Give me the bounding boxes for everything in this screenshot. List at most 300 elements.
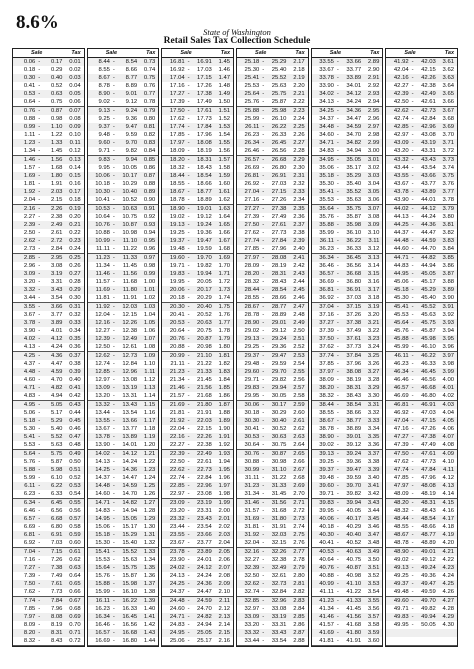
table-row — [13, 637, 84, 646]
table-row — [386, 392, 457, 401]
range-dash: - — [262, 598, 265, 604]
table-row — [237, 433, 308, 441]
table-row — [312, 580, 383, 588]
sale-range — [162, 524, 211, 530]
sale-from: 35.53 — [319, 197, 334, 203]
table-row — [312, 539, 383, 548]
table-row — [88, 303, 159, 311]
range-dash: - — [38, 549, 41, 555]
range-dash: - — [411, 99, 414, 105]
sale-range — [162, 638, 211, 644]
range-dash: - — [38, 557, 41, 563]
sale-range — [13, 385, 62, 391]
range-dash: - — [336, 638, 339, 644]
sale-range — [386, 353, 435, 359]
table-row — [162, 466, 233, 474]
sale-to: 7.38 — [50, 565, 63, 571]
range-dash: - — [411, 361, 414, 367]
sale-range — [162, 295, 211, 301]
range-dash: - — [38, 483, 41, 489]
sale-range — [13, 508, 62, 514]
sale-from: 8.55 — [98, 67, 110, 73]
rows — [386, 58, 457, 646]
sale-range — [237, 614, 286, 620]
table-row — [88, 368, 159, 376]
sale-range — [237, 189, 286, 195]
table-row — [237, 588, 308, 597]
sale-to: 2.26 — [50, 206, 63, 212]
sale-from: 5.76 — [23, 459, 36, 465]
table-row — [386, 539, 457, 548]
table-row — [312, 352, 383, 360]
range-dash: - — [336, 622, 339, 628]
range-dash: - — [187, 279, 190, 285]
table-row — [88, 147, 159, 156]
sale-from: 8.90 — [98, 91, 110, 97]
tax-amount: 2.69 — [293, 483, 305, 489]
table-row — [13, 335, 84, 343]
tax-amount: 4.21 — [442, 549, 455, 555]
sale-from: 7.27 — [23, 565, 36, 571]
sale-from: 29.13 — [244, 336, 260, 342]
table-row — [162, 286, 233, 294]
tax-amount: 3.90 — [442, 295, 455, 301]
tax-amount: 1.47 — [218, 75, 230, 81]
sale-from: 18.78 — [169, 197, 185, 203]
range-dash: - — [38, 402, 41, 408]
table-row — [237, 523, 308, 531]
tax-amount: 3.28 — [367, 377, 380, 383]
sale-range — [312, 295, 361, 301]
sale-range — [312, 116, 361, 122]
sale-range — [88, 402, 137, 408]
sale-range — [386, 557, 435, 563]
sale-from: 16.34 — [95, 614, 110, 620]
tax-amount: 2.18 — [293, 67, 305, 73]
sale-from: 33.20 — [244, 622, 260, 628]
sale-range — [88, 197, 137, 203]
sale-from: 15.41 — [95, 549, 110, 555]
sale-from: 8.44 — [98, 59, 110, 65]
range-dash: - — [336, 426, 339, 432]
range-dash: - — [262, 385, 265, 391]
sale-from: 5.99 — [23, 475, 36, 481]
column-header — [237, 49, 308, 58]
sale-to: 27.61 — [271, 222, 287, 228]
sale-from: 16.23 — [95, 606, 110, 612]
tax-amount: 1.56 — [218, 148, 230, 154]
sale-to: 4.24 — [50, 344, 63, 350]
tax-amount: 4.18 — [442, 524, 455, 530]
sale-to: 21.91 — [197, 410, 212, 416]
range-dash: - — [411, 565, 414, 571]
sale-from: 26.11 — [244, 124, 260, 130]
sale-from: 49.60 — [393, 598, 409, 604]
sale-range — [13, 426, 62, 432]
sale-range — [237, 598, 286, 604]
range-dash: - — [262, 287, 265, 293]
sale-to: 47.38 — [421, 434, 436, 440]
range-dash: - — [336, 320, 339, 326]
sale-range — [312, 320, 361, 326]
table-row — [312, 115, 383, 123]
table-row — [237, 613, 308, 621]
range-dash: - — [336, 377, 339, 383]
range-dash: - — [187, 140, 190, 146]
sale-from: 49.02 — [393, 557, 409, 563]
tax-amount: 3.69 — [442, 124, 455, 130]
sale-to: 47.26 — [421, 426, 436, 432]
range-dash: - — [112, 573, 115, 579]
sale-from: 9.37 — [98, 124, 110, 130]
sale-from: 3.78 — [23, 320, 36, 326]
sale-to: 15.87 — [122, 573, 138, 579]
tax-amount: 1.09 — [143, 353, 156, 359]
sale-range — [13, 132, 62, 138]
sale-range — [237, 385, 286, 391]
sale-to: 23.89 — [197, 549, 212, 555]
sale-from: 40.88 — [319, 573, 334, 579]
sale-from: 1.81 — [23, 181, 36, 187]
tax-amount: 1.07 — [143, 336, 156, 342]
sale-range — [13, 622, 62, 628]
sale-from: 15.64 — [95, 565, 110, 571]
sale-from: 43.78 — [393, 189, 409, 195]
range-dash: - — [112, 483, 115, 489]
table-row — [237, 156, 308, 164]
range-dash: - — [262, 451, 265, 457]
tax-amount: 3.52 — [367, 573, 380, 579]
sale-range — [88, 271, 137, 277]
sale-range — [162, 467, 211, 473]
tax-amount: 3.21 — [367, 320, 380, 326]
tax-amount: 1.40 — [143, 606, 156, 612]
sale-to: 17.96 — [197, 132, 212, 138]
sale-to: 9.36 — [125, 116, 138, 122]
table-row — [13, 294, 84, 303]
table-row — [386, 286, 457, 294]
sale-to: 47.61 — [421, 451, 436, 457]
tax-amount: 1.58 — [218, 165, 230, 171]
range-dash: - — [112, 434, 115, 440]
range-dash: - — [262, 434, 265, 440]
sale-range — [312, 255, 361, 261]
range-dash: - — [187, 148, 190, 154]
sale-to: 17.38 — [197, 91, 212, 97]
sale-range — [162, 83, 211, 89]
sale-to: 11.33 — [122, 255, 138, 261]
sale-to: 18.66 — [197, 181, 212, 187]
table-row — [162, 90, 233, 98]
sale-from: 48.09 — [393, 491, 409, 497]
sale-from: 40.99 — [319, 581, 334, 587]
sale-range — [312, 197, 361, 203]
tax-amount: 2.74 — [293, 524, 305, 530]
sale-range — [88, 483, 137, 489]
sale-range — [386, 565, 435, 571]
sale-range — [237, 606, 286, 612]
sale-to: 33.43 — [271, 630, 287, 636]
range-dash: - — [411, 451, 414, 457]
sale-to: 21.10 — [197, 353, 212, 359]
range-dash: - — [112, 312, 115, 318]
sale-from: 13.90 — [95, 442, 110, 448]
sale-to: 8.54 — [125, 59, 138, 65]
sale-from: 44.60 — [393, 246, 409, 252]
table-row — [88, 58, 159, 66]
table-row — [237, 482, 308, 490]
tax-amount: 0.16 — [69, 181, 81, 187]
sale-from: 6.57 — [23, 516, 36, 522]
tax-amount: 0.89 — [143, 189, 156, 195]
range-dash: - — [112, 83, 115, 89]
table-row — [88, 507, 159, 515]
tax-amount: 1.59 — [218, 173, 230, 179]
tax-amount: 2.67 — [293, 467, 305, 473]
range-dash: - — [38, 173, 41, 179]
sale-from: 19.02 — [169, 214, 185, 220]
table-row — [13, 417, 84, 425]
sale-range — [162, 336, 211, 342]
range-dash: - — [112, 475, 115, 481]
range-dash: - — [336, 451, 339, 457]
sale-to: 38.77 — [346, 418, 362, 424]
sale-to: 0.87 — [50, 108, 63, 114]
sale-from: 23.44 — [169, 524, 185, 530]
range-dash: - — [112, 246, 115, 252]
tax-amount: 3.94 — [442, 328, 455, 334]
tax-amount: 1.20 — [143, 442, 156, 448]
table-row — [237, 531, 308, 539]
tax-amount: 0.35 — [69, 336, 81, 342]
sale-to: 26.45 — [271, 140, 287, 146]
table-row — [13, 147, 84, 156]
sale-from: 26.69 — [244, 165, 260, 171]
table-row — [312, 180, 383, 188]
range-dash: - — [262, 304, 265, 310]
table-row — [162, 450, 233, 458]
sale-range — [386, 197, 435, 203]
sale-to: 35.29 — [346, 173, 362, 179]
table-row — [312, 270, 383, 278]
sale-to: 14.24 — [122, 459, 138, 465]
table-row — [386, 482, 457, 490]
range-dash: - — [262, 214, 265, 220]
tax-amount: 1.77 — [218, 320, 230, 326]
sale-range — [237, 393, 286, 399]
sale-to: 50.05 — [421, 622, 436, 628]
tax-amount: 0.52 — [69, 475, 81, 481]
sale-from: 16.69 — [95, 638, 110, 644]
range-dash: - — [336, 614, 339, 620]
sale-from: 24.13 — [169, 573, 185, 579]
range-dash: - — [262, 638, 265, 644]
table-row — [13, 98, 84, 107]
table-row — [312, 303, 383, 311]
sale-to: 26.68 — [271, 157, 287, 163]
sale-from: 20.99 — [169, 353, 185, 359]
tax-amount: 3.45 — [367, 516, 380, 522]
sale-to: 2.49 — [50, 222, 63, 228]
sale-from: 41.81 — [319, 638, 334, 644]
sale-to: 13.77 — [122, 426, 138, 432]
sale-to: 31.56 — [271, 500, 287, 506]
range-dash: - — [411, 67, 414, 73]
sale-from: 41.23 — [319, 598, 334, 604]
tax-amount: 2.79 — [293, 565, 305, 571]
table-row — [88, 417, 159, 425]
range-dash: - — [262, 540, 265, 546]
sale-range — [162, 451, 211, 457]
table-row — [162, 613, 233, 621]
sale-range — [386, 418, 435, 424]
tax-amount: 0.63 — [69, 565, 81, 571]
tax-amount: 4.08 — [442, 442, 455, 448]
range-dash: - — [112, 271, 115, 277]
sale-range — [386, 295, 435, 301]
sale-from: 33.44 — [244, 638, 260, 644]
sale-range — [88, 157, 137, 163]
sale-range — [88, 230, 137, 236]
tax-amount: 4.02 — [442, 393, 455, 399]
range-dash: - — [411, 589, 414, 595]
sale-range — [13, 336, 62, 342]
range-dash: - — [112, 344, 115, 350]
table-row — [312, 441, 383, 450]
sale-from: 22.74 — [169, 475, 185, 481]
rows — [312, 58, 383, 646]
sale-from: 18.55 — [169, 181, 185, 187]
sale-from: 8.32 — [23, 638, 36, 644]
sale-range — [237, 336, 286, 342]
range-dash: - — [112, 557, 115, 563]
sale-to: 13.66 — [122, 418, 138, 424]
range-dash: - — [187, 165, 190, 171]
range-dash: - — [38, 165, 41, 171]
sale-range — [88, 116, 137, 122]
tax-amount: 3.91 — [442, 304, 455, 310]
tax-amount: 2.08 — [218, 573, 230, 579]
table-row — [312, 131, 383, 139]
sale-to: 8.66 — [125, 67, 138, 73]
table-row — [237, 66, 308, 74]
tax-amount: 4.11 — [442, 467, 455, 473]
sale-to: 9.94 — [125, 157, 138, 163]
sale-range — [13, 206, 62, 212]
table-row — [13, 303, 84, 311]
sale-to: 45.75 — [421, 320, 436, 326]
sale-to: 49.36 — [421, 573, 436, 579]
range-dash: - — [187, 181, 190, 187]
sale-from: 23.09 — [169, 500, 185, 506]
tax-amount: 4.12 — [442, 475, 455, 481]
sale-range — [386, 377, 435, 383]
range-dash: - — [38, 148, 41, 154]
sale-to: 2.15 — [50, 197, 63, 203]
table-row — [162, 523, 233, 531]
table-row — [386, 580, 457, 588]
sale-range — [312, 393, 361, 399]
range-dash: - — [336, 206, 339, 212]
sale-to: 7.61 — [50, 581, 63, 587]
rows — [13, 58, 84, 646]
range-dash: - — [38, 344, 41, 350]
sale-from: 20.88 — [169, 344, 185, 350]
sale-to: 19.01 — [197, 206, 212, 212]
sale-to: 16.10 — [122, 589, 138, 595]
tax-amount: 1.70 — [218, 263, 230, 269]
tax-amount: 2.94 — [367, 99, 380, 105]
sale-range — [162, 500, 211, 506]
sale-from: 13.20 — [95, 393, 110, 399]
table-row — [312, 433, 383, 441]
sale-from: 12.39 — [95, 336, 110, 342]
sale-to: 26.33 — [271, 132, 287, 138]
tax-amount: 1.62 — [218, 197, 230, 203]
range-dash: - — [112, 377, 115, 383]
rows — [162, 58, 233, 646]
sale-to: 36.33 — [346, 246, 362, 252]
sale-from: 6.46 — [23, 508, 36, 514]
sale-range — [162, 410, 211, 416]
table-row — [237, 270, 308, 278]
sale-range — [237, 99, 286, 105]
sale-from: 1.46 — [23, 157, 36, 163]
table-row — [312, 107, 383, 115]
tax-amount: 3.31 — [367, 402, 380, 408]
sale-range — [162, 614, 211, 620]
sale-from: 36.69 — [319, 279, 334, 285]
sale-from: 38.09 — [319, 377, 334, 383]
tax-amount: 2.36 — [293, 214, 305, 220]
sale-from: 2.04 — [23, 197, 36, 203]
sale-from: 26.92 — [244, 181, 260, 187]
tax-amount: 0.05 — [69, 91, 81, 97]
tax-amount: 3.80 — [442, 214, 455, 220]
sale-range — [162, 459, 211, 465]
sale-range — [13, 402, 62, 408]
tax-amount: 2.92 — [367, 83, 380, 89]
tax-amount: 3.89 — [442, 287, 455, 293]
sale-to: 33.66 — [346, 59, 362, 65]
tax-rate-heading: 8.6% — [16, 12, 59, 33]
sale-from: 3.32 — [23, 287, 36, 293]
sale-from: 34.48 — [319, 124, 334, 130]
table-row — [237, 597, 308, 605]
tax-amount: 1.75 — [218, 304, 230, 310]
table-row — [312, 564, 383, 572]
table-row — [162, 368, 233, 376]
sale-range — [88, 442, 137, 448]
range-dash: - — [336, 434, 339, 440]
tax-amount: 0.92 — [143, 214, 156, 220]
sale-to: 0.29 — [50, 67, 63, 73]
range-dash: - — [336, 255, 339, 261]
range-dash: - — [187, 377, 190, 383]
sale-from: 7.85 — [23, 606, 36, 612]
tax-amount: 2.56 — [293, 377, 305, 383]
table-row — [162, 360, 233, 368]
sale-from: 41.69 — [319, 630, 334, 636]
table-row — [88, 621, 159, 629]
range-dash: - — [336, 222, 339, 228]
sale-range — [237, 320, 286, 326]
tax-amount: 1.27 — [143, 500, 156, 506]
tax-amount: 2.77 — [293, 549, 305, 555]
range-dash: - — [38, 426, 41, 432]
table-row — [162, 409, 233, 417]
sale-to: 17.26 — [197, 83, 212, 89]
